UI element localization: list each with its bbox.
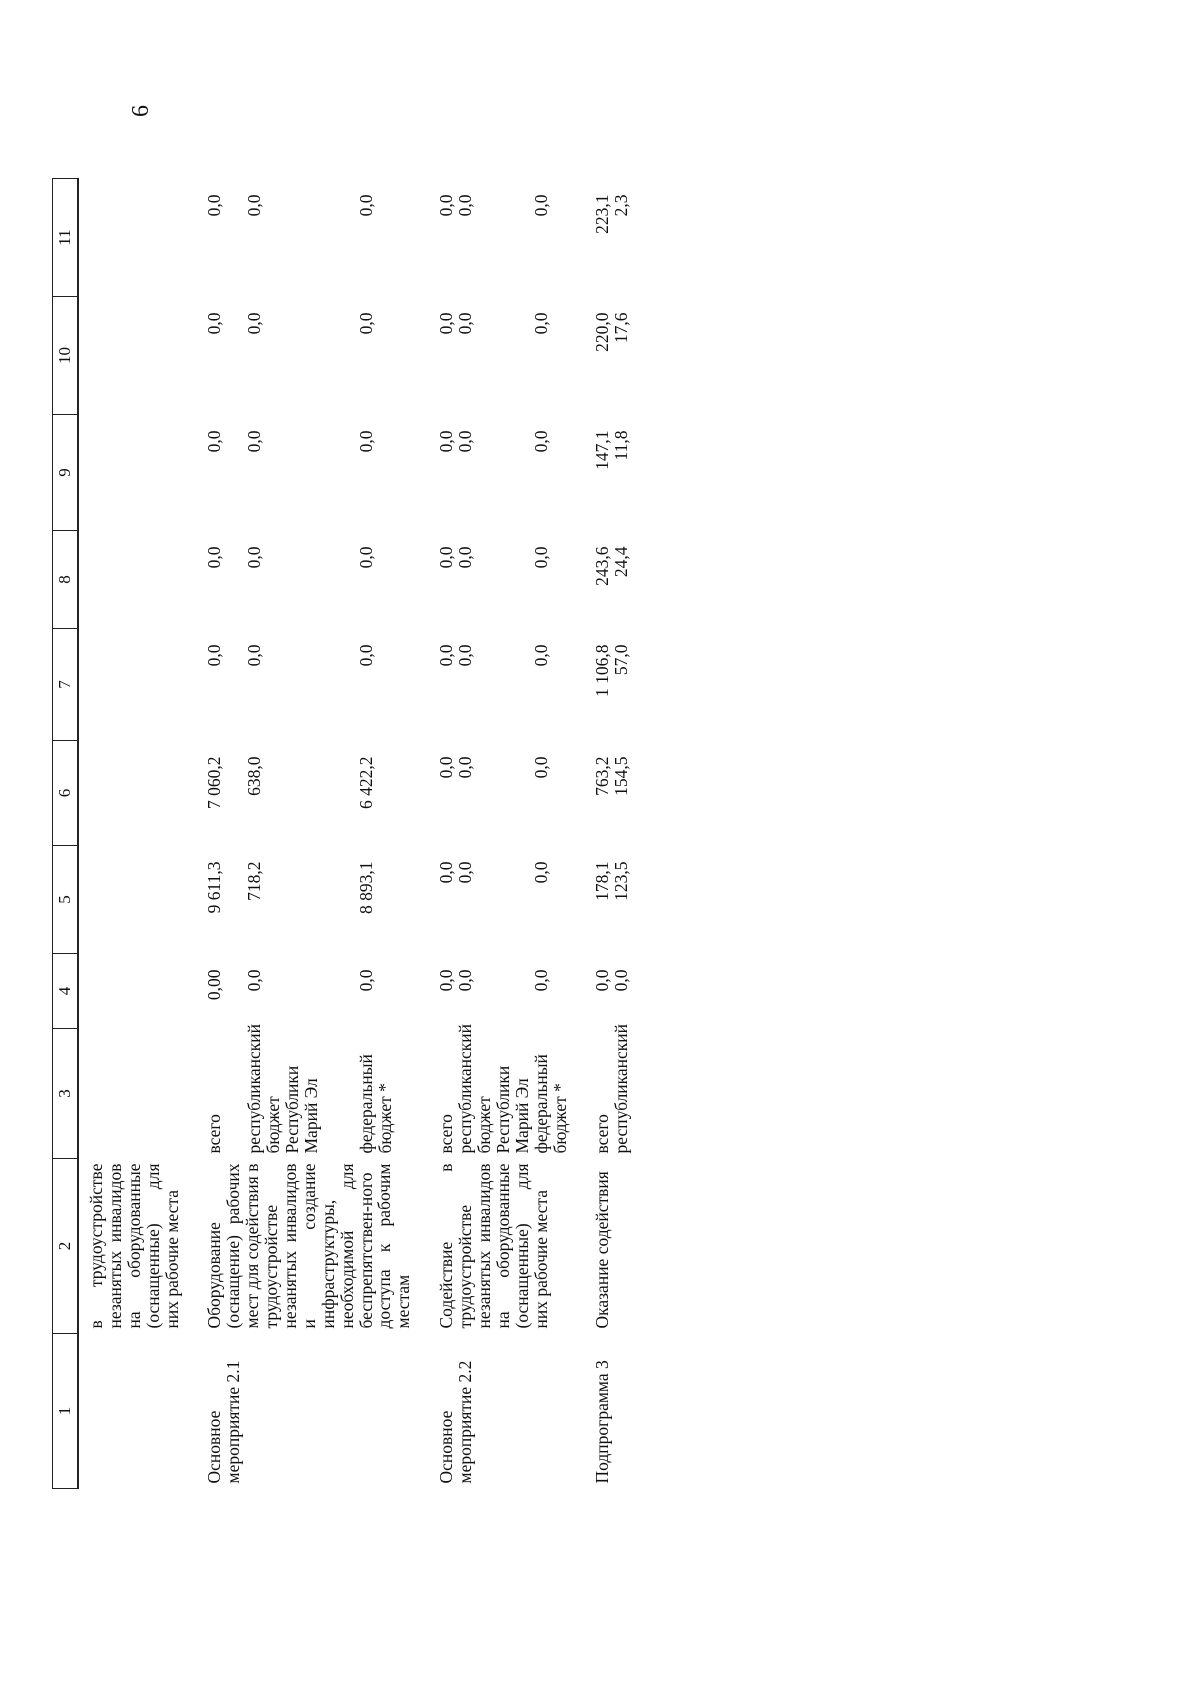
value-cell: 154,5 bbox=[611, 756, 632, 796]
value-cell: 0,0 bbox=[530, 969, 551, 992]
value-cell: 0,0 bbox=[244, 312, 265, 335]
value-cell: 0,0 bbox=[455, 194, 476, 217]
value-cell: 0,0 bbox=[436, 756, 457, 779]
cell-empty bbox=[78, 741, 181, 846]
value-cell: 17,6 bbox=[611, 312, 632, 344]
value-cell: 0,0 bbox=[356, 312, 377, 335]
cell-empty bbox=[78, 1029, 181, 1159]
value-cell: 0,0 bbox=[455, 969, 476, 992]
column-header: 4 bbox=[53, 954, 79, 1029]
value-cell: 0,0 bbox=[204, 430, 225, 453]
value-cell: 0,0 bbox=[592, 969, 613, 992]
column-header: 9 bbox=[53, 415, 79, 531]
value-cell: 0,0 bbox=[204, 312, 225, 335]
value-cell: 763,2 bbox=[592, 756, 613, 796]
value-cell: 0,0 bbox=[356, 644, 377, 667]
cell-empty bbox=[78, 415, 181, 531]
value-cell: 7 060,2 bbox=[204, 756, 225, 809]
value-cell: 0,0 bbox=[530, 546, 551, 569]
value-cell: 0,0 bbox=[244, 194, 265, 217]
funding-source: федеральный бюджет * bbox=[356, 1054, 396, 1154]
value-cell: 24,4 bbox=[611, 546, 632, 578]
value-cell: 0,0 bbox=[530, 430, 551, 453]
value-cell: 0,0 bbox=[436, 194, 457, 217]
value-cell: 0,0 bbox=[455, 644, 476, 667]
value-cell: 0,0 bbox=[611, 969, 632, 992]
value-cell: 0,0 bbox=[204, 644, 225, 667]
column-header: 8 bbox=[53, 531, 79, 629]
column-header: 5 bbox=[53, 846, 79, 954]
value-cell: 57,0 bbox=[611, 644, 632, 676]
value-cell: 1 106,8 bbox=[592, 644, 613, 697]
column-header: 7 bbox=[53, 629, 79, 741]
value-cell: 0,0 bbox=[436, 861, 457, 884]
value-cell: 0,0 bbox=[244, 430, 265, 453]
value-cell: 9 611,3 bbox=[204, 861, 225, 914]
value-cell: 0,0 bbox=[356, 430, 377, 453]
measure-description: Оборудование (оснащение) рабочих мест для содействия в трудоустройстве незанятых инвалидов и создание инфраструктуры, необходимой для беспрепятствен-ного доступа к рабочим местам bbox=[204, 1163, 414, 1329]
value-cell: 2,3 bbox=[611, 194, 632, 217]
table-row bbox=[78, 179, 181, 1489]
value-cell: 0,0 bbox=[204, 546, 225, 569]
cell-empty bbox=[78, 531, 181, 629]
value-cell: 0,0 bbox=[356, 194, 377, 217]
table-row bbox=[181, 179, 245, 1489]
value-cell: 6 422,2 bbox=[356, 756, 377, 809]
value-cell: 638,0 bbox=[244, 756, 265, 796]
value-cell: 0,0 bbox=[244, 644, 265, 667]
header-row bbox=[53, 179, 79, 1489]
value-cell: 0,0 bbox=[244, 546, 265, 569]
value-cell: 0,0 bbox=[455, 861, 476, 884]
value-cell: 11,8 bbox=[611, 430, 632, 461]
value-cell: 178,1 bbox=[592, 861, 613, 901]
value-cell: 0,0 bbox=[455, 546, 476, 569]
budget-table bbox=[52, 178, 631, 1489]
funding-source: всего bbox=[592, 1114, 613, 1154]
value-cell: 0,0 bbox=[436, 644, 457, 667]
cell-empty bbox=[78, 629, 181, 741]
column-header: 3 bbox=[53, 1029, 79, 1159]
value-cell: 0,0 bbox=[455, 430, 476, 453]
value-cell: 243,6 bbox=[592, 546, 613, 586]
value-cell: 0,00 bbox=[204, 969, 225, 1001]
value-cell: 0,0 bbox=[244, 969, 265, 992]
value-cell: 0,0 bbox=[530, 861, 551, 884]
column-header: 2 bbox=[53, 1159, 79, 1334]
value-cell: 147,1 bbox=[592, 430, 613, 470]
continuation-text: в трудоустройстве незанятых инвалидов на оборудованные (оснащенные) для них рабочие места bbox=[86, 1163, 182, 1329]
column-header: 10 bbox=[53, 297, 79, 415]
funding-source: республиканский bbox=[611, 1023, 632, 1154]
page-number: 6 bbox=[128, 105, 154, 117]
value-cell: 0,0 bbox=[436, 969, 457, 992]
value-cell: 223,1 bbox=[592, 194, 613, 234]
value-cell: 0,0 bbox=[530, 312, 551, 335]
cell-empty bbox=[78, 846, 181, 954]
value-cell: 0,0 bbox=[356, 546, 377, 569]
funding-source: всего bbox=[204, 1114, 225, 1154]
value-cell: 8 893,1 bbox=[356, 861, 377, 914]
funding-source: республиканский бюджет Республики Марий Эл bbox=[244, 1023, 321, 1154]
value-cell: 0,0 bbox=[356, 969, 377, 992]
value-cell: 0,0 bbox=[530, 644, 551, 667]
value-cell: 0,0 bbox=[436, 312, 457, 335]
funding-source: всего bbox=[436, 1114, 457, 1154]
measure-name: Основное мероприятие 2.1 bbox=[204, 1360, 244, 1484]
cell-empty bbox=[78, 954, 181, 1029]
value-cell: 0,0 bbox=[204, 194, 225, 217]
table-row bbox=[413, 179, 456, 1489]
column-header: 1 bbox=[53, 1334, 79, 1489]
funding-source: федеральный бюджет * bbox=[530, 1054, 570, 1154]
value-cell: 0,0 bbox=[530, 756, 551, 779]
value-cell: 123,5 bbox=[611, 861, 632, 901]
value-cell: 0,0 bbox=[436, 430, 457, 453]
value-cell: 220,0 bbox=[592, 312, 613, 352]
measure-description: Оказание содействия bbox=[592, 1171, 613, 1329]
value-cell: 0,0 bbox=[455, 756, 476, 779]
measure-description: Содействие в трудоустройстве незанятых инвалидов на оборудованные (оснащенные) для них рабочие места bbox=[436, 1163, 551, 1329]
cell-empty bbox=[78, 179, 181, 297]
measure-name: Подпрограмма 3 bbox=[592, 1360, 613, 1484]
measure-name: Основное мероприятие 2.2 bbox=[436, 1360, 476, 1484]
cell-empty bbox=[78, 297, 181, 415]
column-header: 11 bbox=[53, 179, 79, 297]
value-cell: 0,0 bbox=[530, 194, 551, 217]
table-row bbox=[569, 179, 612, 1489]
value-cell: 718,2 bbox=[244, 861, 265, 901]
value-cell: 0,0 bbox=[436, 546, 457, 569]
funding-source: республиканский бюджет Республики Марий Эл bbox=[455, 1023, 532, 1154]
cell-empty bbox=[78, 1334, 181, 1489]
value-cell: 0,0 bbox=[455, 312, 476, 335]
column-header: 6 bbox=[53, 741, 79, 846]
